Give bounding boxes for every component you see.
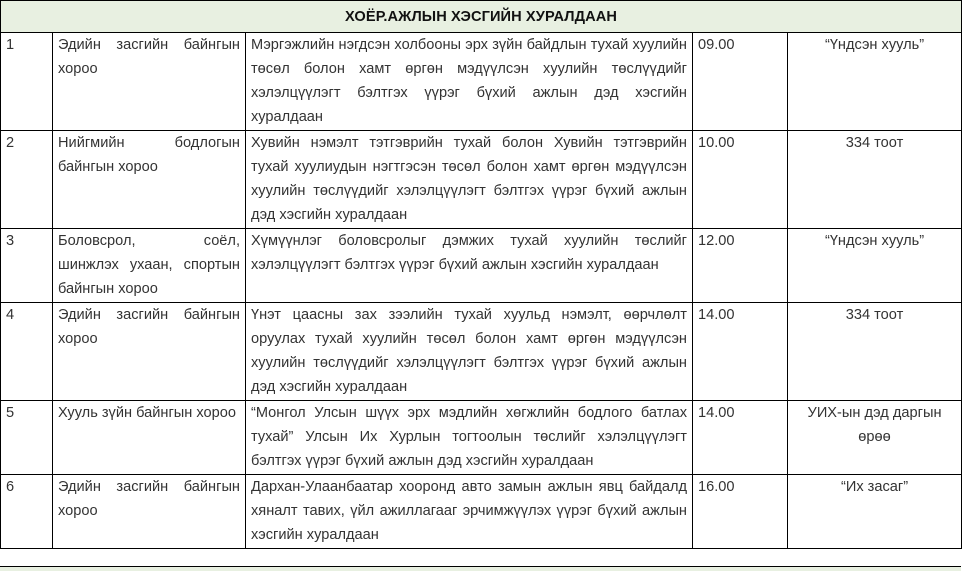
table-row <box>1 33 962 131</box>
table-row <box>1 131 962 229</box>
table-header-row <box>1 1 962 33</box>
table-body <box>1 33 962 549</box>
meeting-room: 334 тоот <box>788 303 962 401</box>
committee-name: Эдийн засгийн байнгын хороо <box>53 475 246 549</box>
table-row <box>1 229 962 303</box>
meeting-time: 12.00 <box>693 229 788 303</box>
row-number: 2 <box>1 131 53 229</box>
row-number: 6 <box>1 475 53 549</box>
section-title: ХОЁР.АЖЛЫН ХЭСГИЙН ХУРАЛДААН <box>1 1 962 33</box>
meeting-room: 334 тоот <box>788 131 962 229</box>
meeting-room: “Үндсэн хууль” <box>788 33 962 131</box>
committee-name: Эдийн засгийн байнгын хороо <box>53 303 246 401</box>
row-number: 5 <box>1 401 53 475</box>
meeting-room: УИХ-ын дэд даргын өрөө <box>788 401 962 475</box>
meeting-time: 14.00 <box>693 303 788 401</box>
meeting-time: 09.00 <box>693 33 788 131</box>
table-row <box>1 401 962 475</box>
meeting-time: 10.00 <box>693 131 788 229</box>
committee-name: Боловсрол, соёл, шинжлэх ухаан, спортын байнгын хороо <box>53 229 246 303</box>
row-number: 3 <box>1 229 53 303</box>
agenda-text: Дархан-Улаанбаатар хооронд авто замын ажлын явц байдалд хяналт тавих, үйл ажиллагааг эрчимжүүлэх үүрэг бүхий ажлын хэсгийн хуралдаан <box>246 475 693 549</box>
meeting-time: 16.00 <box>693 475 788 549</box>
committee-name: Хууль зүйн байнгын хороо <box>53 401 246 475</box>
table-bottom-band <box>0 566 961 571</box>
meeting-room: “Их засаг” <box>788 475 962 549</box>
meeting-time: 14.00 <box>693 401 788 475</box>
agenda-text: Мэргэжлийн нэгдсэн холбооны эрх зүйн байдлын тухай хуулийн төсөл болон хамт өргөн мэдүүлсэн хуулийн төслүүдийг хэлэлцүүлэгт бэлтгэх үүрэг бүхий ажлын дэд хэсгийн хуралдаан <box>246 33 693 131</box>
agenda-text: “Монгол Улсын шүүх эрх мэдлийн хөгжлийн бодлого батлах тухай” Улсын Их Хурлын тогтоолын төслийг хэлэлцүүлэгт бэлтгэх үүрэг бүхий ажлын дэд хэсгийн хуралдаан <box>246 401 693 475</box>
row-number: 1 <box>1 33 53 131</box>
row-number: 4 <box>1 303 53 401</box>
meeting-room: “Үндсэн хууль” <box>788 229 962 303</box>
committee-name: Нийгмийн бодлогын байнгын хороо <box>53 131 246 229</box>
agenda-text: Үнэт цаасны зах зээлийн тухай хуульд нэмэлт, өөрчлөлт оруулах тухай хуулийн төсөл болон хамт өргөн мэдүүлсэн хуулийн төслүүдийг хэлэлцүүлэгт бэлтгэх үүрэг бүхий ажлын дэд хэсгийн хуралдаан <box>246 303 693 401</box>
committee-name: Эдийн засгийн байнгын хороо <box>53 33 246 131</box>
table-row <box>1 475 962 549</box>
agenda-text: Хүмүүнлэг боловсролыг дэмжих тухай хуулийн төслийг хэлэлцүүлэгт бэлтгэх үүрэг бүхий ажлын хэсгийн хуралдаан <box>246 229 693 303</box>
table-row <box>1 303 962 401</box>
agenda-text: Хувийн нэмэлт тэтгэврийн тухай болон Хувийн тэтгэврийн тухай хуулиудын нэгтгэсэн төсөл болон хамт өргөн мэдүүлсэн хуулийн төслүүдийг хэлэлцүүлэгт бэлтгэх үүрэг бүхий ажлын дэд хэсгийн хуралдаан <box>246 131 693 229</box>
